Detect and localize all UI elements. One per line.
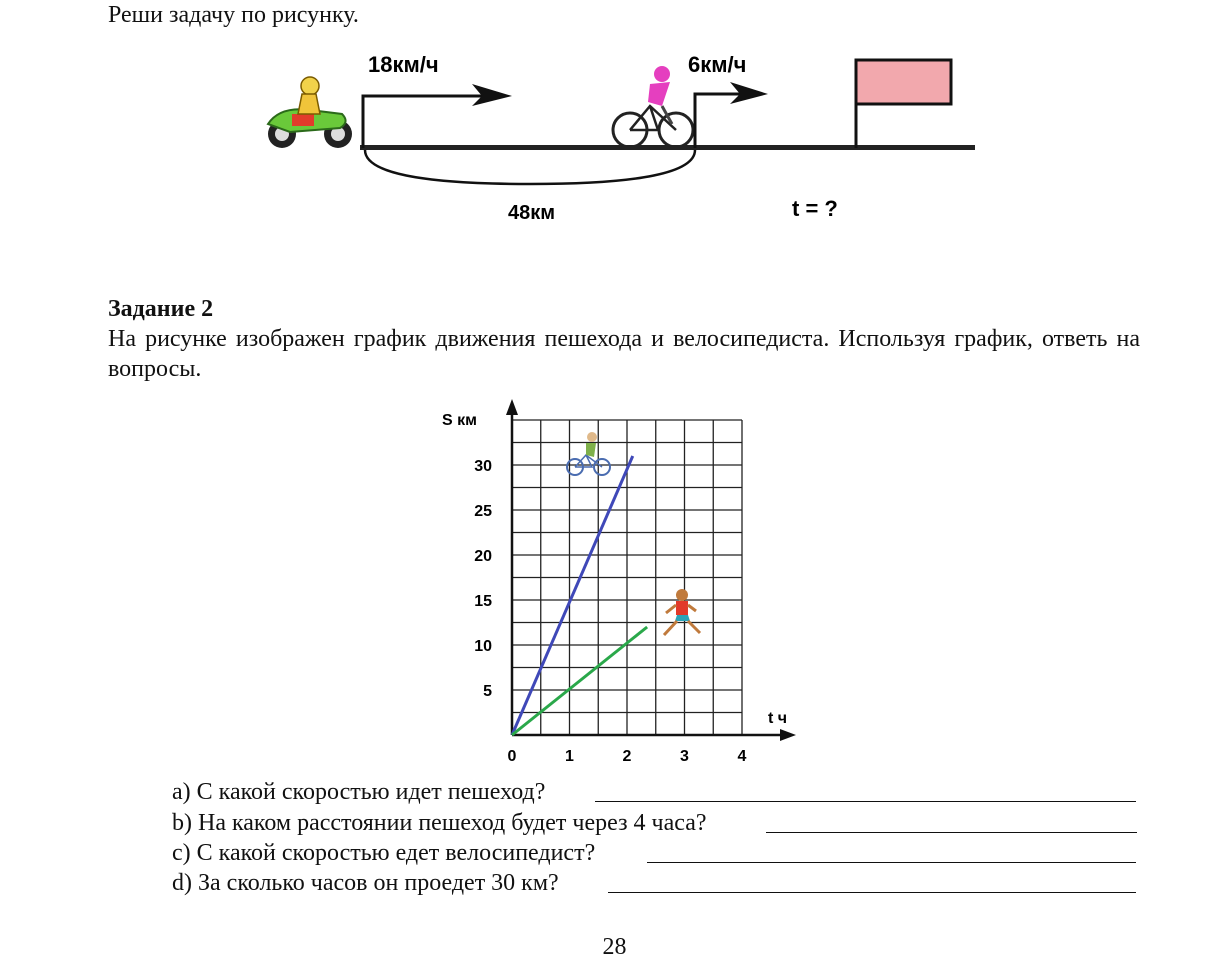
cyclist-icon [613, 66, 693, 147]
pedestrian-graph-icon [664, 589, 700, 635]
distance-arc [365, 150, 695, 184]
question-d: d) За сколько часов он проедет 30 км? [172, 870, 559, 896]
motorcycle-icon [268, 77, 352, 148]
moto-speed-arrow [363, 84, 512, 148]
x-tick-label: 1 [565, 748, 574, 765]
bike-speed-label: 6км/ч [688, 52, 747, 77]
x-tick-labels [508, 748, 747, 765]
distance-label: 48км [508, 202, 556, 224]
distance-time-graph [430, 395, 810, 775]
x-tick-label: 0 [507, 748, 517, 765]
y-axis-arrow [506, 399, 518, 415]
y-tick-labels [474, 458, 492, 700]
finish-flag-icon [856, 60, 951, 148]
question-b: b) На каком расстоянии пешеход будет через 4 часа? [172, 810, 707, 836]
y-tick-label: 10 [474, 638, 492, 655]
task-description: На рисунке изображен график движения пешехода и велосипедиста. Используя график, ответь на вопросы. [108, 326, 1140, 382]
y-tick-label: 20 [474, 548, 492, 565]
cyclist-graph-icon [567, 432, 610, 475]
time-question-label: t = ? [792, 196, 838, 221]
intro-text: Реши задачу по рисунку. [108, 2, 359, 28]
answer-line-a[interactable] [595, 801, 1136, 802]
y-axis-label: S км [442, 412, 477, 429]
task-title: Задание 2 [108, 296, 214, 322]
answer-line-b[interactable] [766, 832, 1137, 833]
x-axis-arrow [780, 729, 796, 741]
y-tick-label: 15 [474, 593, 492, 610]
x-axis-label: t ч [768, 710, 788, 727]
bike-speed-arrow [695, 82, 768, 148]
moto-speed-label: 18км/ч [368, 52, 439, 77]
y-tick-label: 25 [474, 503, 492, 520]
x-tick-label: 2 [622, 748, 632, 765]
cyclist-line [512, 456, 633, 735]
answer-line-d[interactable] [608, 892, 1136, 893]
y-tick-label: 30 [474, 458, 492, 475]
x-tick-label: 3 [680, 748, 689, 765]
page-number: 28 [602, 934, 627, 960]
question-a: a) С какой скоростью идет пешеход? [172, 779, 546, 805]
x-tick-label: 4 [737, 748, 747, 765]
question-c: c) С какой скоростью едет велосипедист? [172, 840, 596, 866]
y-tick-label: 5 [483, 683, 492, 700]
motion-problem-figure [250, 44, 990, 244]
answer-line-c[interactable] [647, 862, 1136, 863]
